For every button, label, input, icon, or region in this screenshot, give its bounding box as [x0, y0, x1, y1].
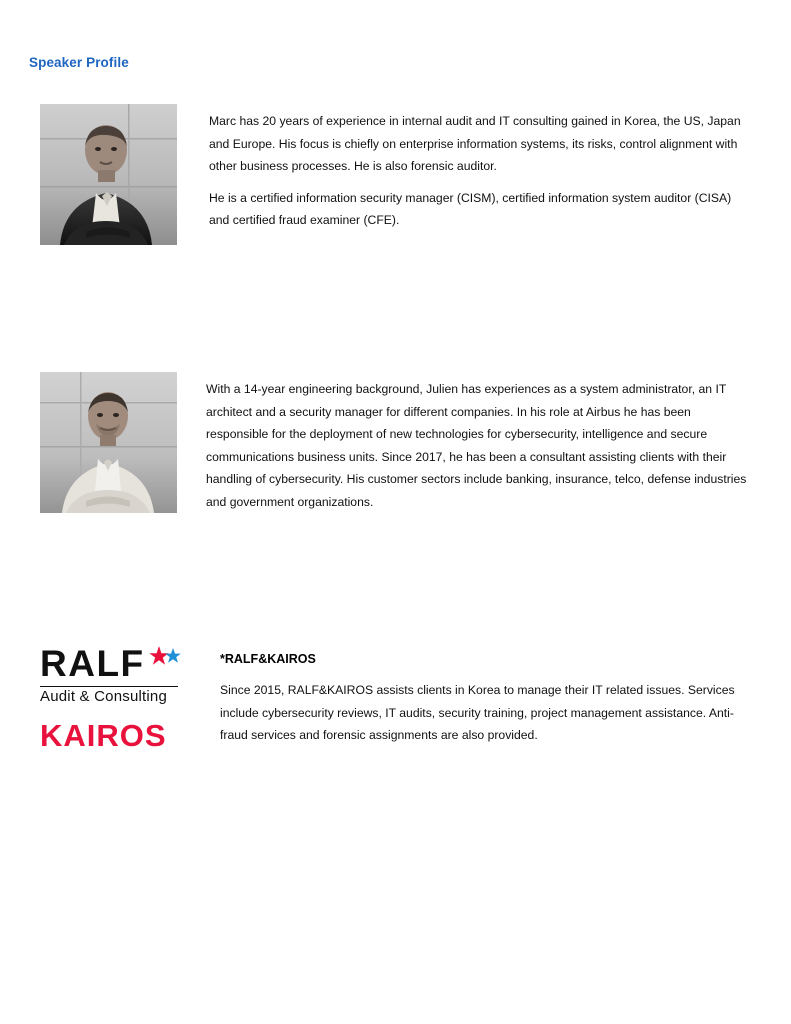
- partnership-note: [220, 652, 750, 747]
- note-title: *RALF&KAIROS: [220, 652, 316, 666]
- kairos-logo: KAIROS: [40, 718, 167, 753]
- bio-paragraph: Marc has 20 years of experience in internal audit and IT consulting gained in Korea, the US, Japan and Europe. His focus is chiefly on enterprise information systems, its risks, control alignment with other business processes. He is also forensic auditor.: [209, 114, 741, 173]
- speaker-bio-2: [206, 378, 755, 513]
- speaker-profile-1: [40, 104, 196, 170]
- ralf-wordmark: RALF: [40, 643, 145, 684]
- ralf-star-icon: [149, 645, 183, 676]
- speaker-photo-wrapper-2: [40, 372, 177, 513]
- note-body: Since 2015, RALF&KAIROS assists clients in Korea to manage their IT related issues. Services include cybersecurity reviews, IT audits, security training, project management assistance. Anti-fraud services and forensic assignments are also provided.: [220, 683, 735, 742]
- bio-paragraph: With a 14-year engineering background, Julien has experiences as a system administrator, an IT architect and a security manager for different companies. In his role at Airbus he has been responsible for the deployment of new technologies for cybersecurity, intelligence and secure communications business units. Since 2017, he has been a consultant assisting clients with their handling of cybersecurity. His customer sectors include banking, insurance, telco, defense industries and government organizations.: [206, 382, 747, 509]
- speaker-bio-1: [209, 110, 750, 232]
- ralf-divider: [40, 686, 178, 687]
- speaker-profile-2: [40, 372, 196, 438]
- ralf-logo: [40, 645, 190, 705]
- logo-block: [40, 645, 190, 754]
- avatar-marc-de-supervielle: [40, 104, 177, 245]
- speaker-photo-wrapper-1: [40, 104, 177, 245]
- avatar-julien-provenzano: [40, 372, 177, 513]
- ralf-tagline: Audit & Consulting: [40, 688, 168, 705]
- page-title: Speaker Profile: [29, 55, 129, 70]
- bio-paragraph: He is a certified information security manager (CISM), certified information system auditor (CISA) and certified fraud examiner (CFE).: [209, 190, 732, 227]
